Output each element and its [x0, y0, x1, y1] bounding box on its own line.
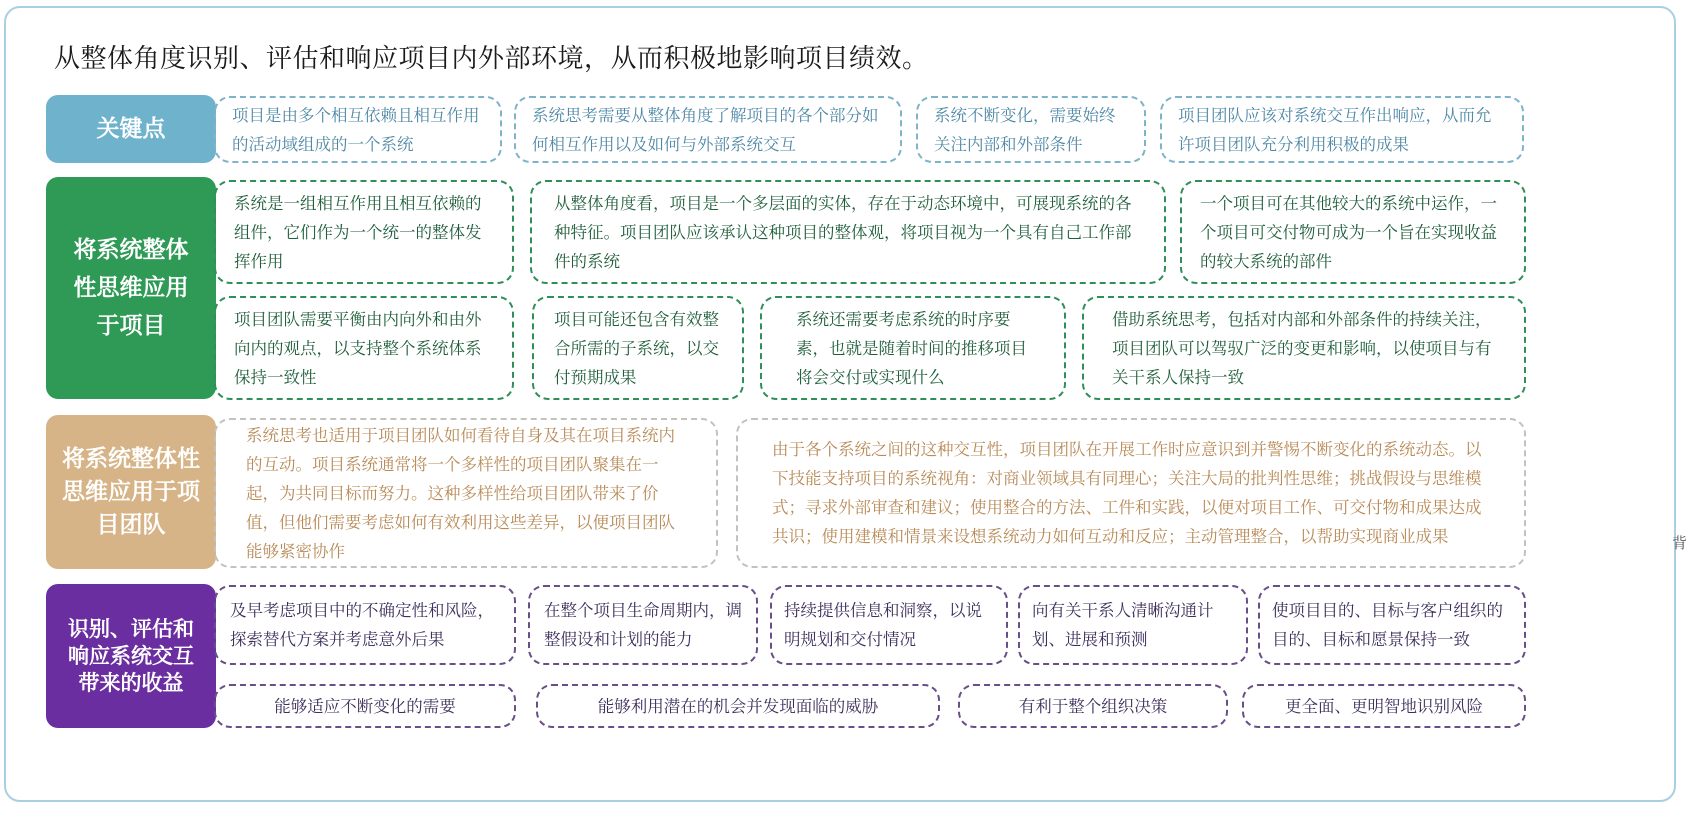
category-team [46, 415, 216, 569]
edge-text-fragment: 背 [1672, 534, 1688, 552]
key-point-card: 系统不断变化，需要始终关注内部和外部条件 [916, 96, 1146, 163]
benefit-card: 在整个项目生命周期内，调整假设和计划的能力 [528, 585, 758, 665]
category-project [46, 177, 216, 399]
page-heading: 从整体角度识别、评估和响应项目内外部环境，从而积极地影响项目绩效。 [54, 44, 929, 74]
key-point-card: 项目团队应该对系统交互作出响应，从而允许项目团队充分利用积极的成果 [1160, 96, 1524, 163]
project-card: 从整体角度看，项目是一个多层面的实体，存在于动态环境中，可展现系统的各种特征。项目团队应该承认这种项目的整体观，将项目视为一个具有自己工作部件的系统 [530, 180, 1166, 284]
project-card: 一个项目可在其他较大的系统中运作，一个项目可交付物可成为一个旨在实现收益的较大系统的部件 [1180, 180, 1526, 284]
benefit-card: 有利于整个组织决策 [958, 684, 1228, 728]
benefit-card: 使项目目的、目标与客户组织的目的、目标和愿景保持一致 [1258, 585, 1526, 665]
category-label: 关键点 [96, 116, 166, 142]
project-card: 借助系统思考，包括对内部和外部条件的持续关注，项目团队可以驾驭广泛的变更和影响，以使项目与有关干系人保持一致 [1082, 296, 1526, 400]
project-card: 系统还需要考虑系统的时序要素，也就是随着时间的推移项目将会交付或实现什么 [760, 296, 1066, 400]
project-card: 项目可能还包含有效整合所需的子系统，以交付预期成果 [532, 296, 744, 400]
project-card: 系统是一组相互作用且相互依赖的组件，它们作为一个统一的整体发挥作用 [214, 180, 514, 284]
benefit-card: 能够适应不断变化的需要 [214, 684, 516, 728]
benefit-card: 向有关干系人清晰沟通计划、进展和预测 [1018, 585, 1248, 665]
category-label: 将系统整体性思维应用于项目 [73, 237, 189, 339]
benefit-card: 及早考虑项目中的不确定性和风险，探索替代方案并考虑意外后果 [214, 585, 516, 665]
benefit-card: 更全面、更明智地识别风险 [1242, 684, 1526, 728]
category-label: 识别、评估和响应系统交互带来的收益 [68, 616, 194, 695]
category-label: 将系统整体性思维应用于项目团队 [62, 445, 200, 538]
team-card: 系统思考也适用于项目团队如何看待自身及其在项目系统内的互动。项目系统通常将一个多样性的项目团队聚集在一起，为共同目标而努力。这种多样性给项目团队带来了价值，但他们需要考虑如何有效利用这些差异，以便项目团队能够紧密协作 [214, 418, 718, 568]
category-benefits [46, 584, 216, 728]
team-card: 由于各个系统之间的这种交互性，项目团队在开展工作时应意识到并警惕不断变化的系统动态。以下技能支持项目的系统视角：对商业领域具有同理心；关注大局的批判性思维；挑战假设与思维模式；寻求外部审查和建议；使用整合的方法、工件和实践，以便对项目工作、可交付物和成果达成共识；使用建模和情景来设想系统动力如何互动和反应；主动管理整合，以帮助实现商业成果 [736, 418, 1526, 568]
key-point-card: 系统思考需要从整体角度了解项目的各个部分如何相互作用以及如何与外部系统交互 [514, 96, 902, 163]
key-point-card: 项目是由多个相互依赖且相互作用的活动域组成的一个系统 [214, 96, 502, 163]
project-card: 项目团队需要平衡由内向外和由外向内的观点，以支持整个系统体系保持一致性 [214, 296, 514, 400]
category-key-points [46, 95, 216, 163]
benefit-card: 持续提供信息和洞察，以说明规划和交付情况 [770, 585, 1008, 665]
benefit-card: 能够利用潜在的机会并发现面临的威胁 [536, 684, 940, 728]
